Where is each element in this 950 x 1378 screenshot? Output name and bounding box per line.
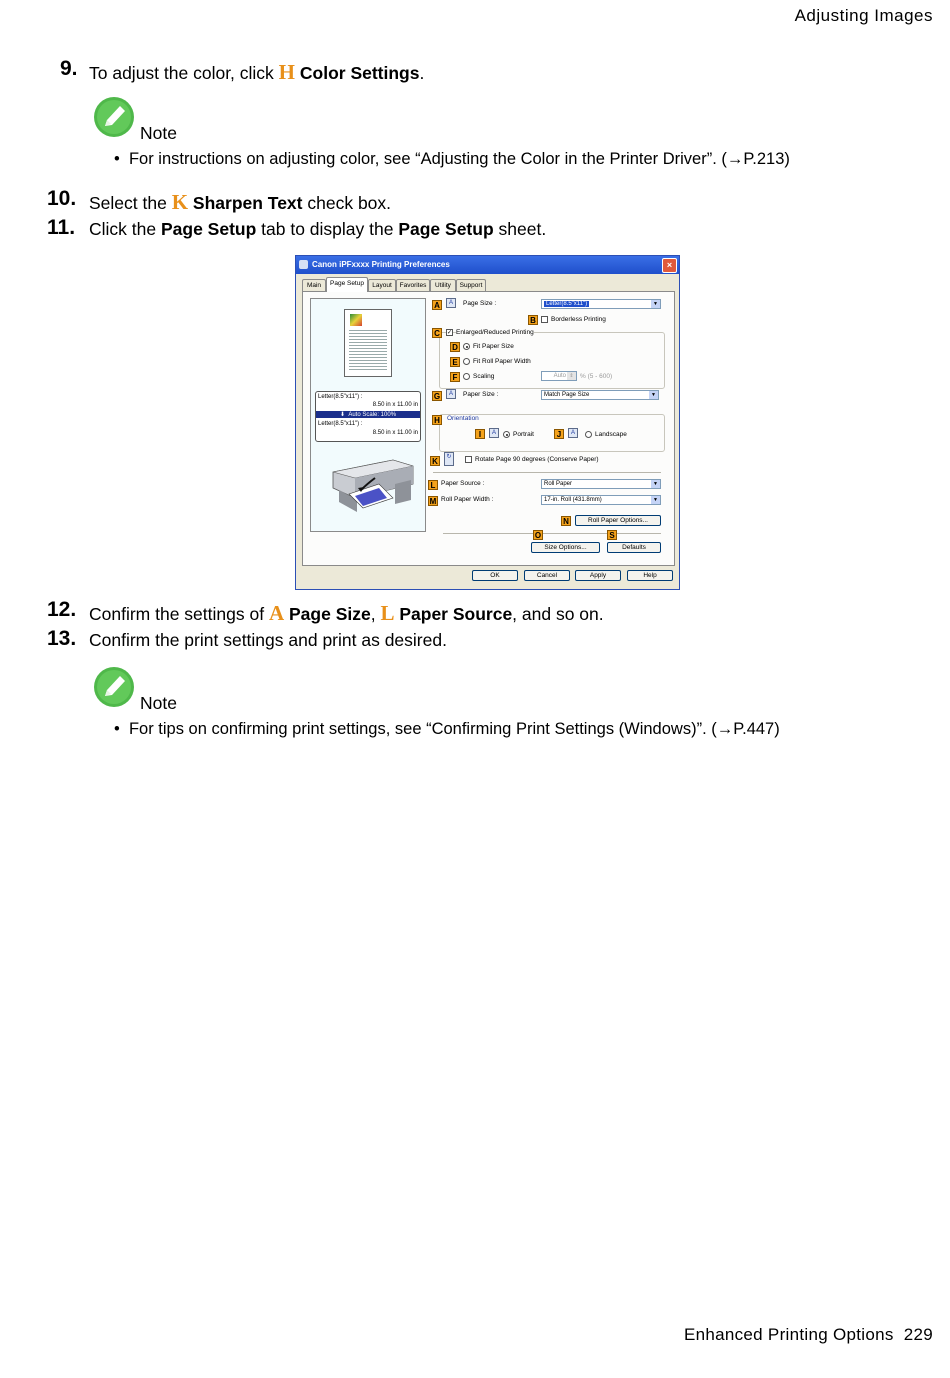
orientation-label: Orientation: [447, 415, 479, 422]
step-text: Click the Page Setup tab to display the Page Setup sheet.: [89, 219, 547, 239]
landscape-label: Landscape: [595, 431, 627, 438]
callout-d: D: [450, 342, 460, 352]
borderless-label: Borderless Printing: [551, 316, 606, 323]
chevron-down-icon: ▼: [651, 496, 660, 504]
preview-image: [350, 314, 362, 326]
callout-f: F: [450, 372, 460, 382]
note-pencil-icon: [93, 666, 135, 708]
ui-term: Sharpen Text: [192, 193, 303, 213]
divider: [443, 533, 661, 534]
chevron-down-icon: ▼: [649, 391, 658, 399]
running-header: Adjusting Images: [794, 6, 933, 25]
note-bullet-item: • For tips on confirming print settings, see “Confirming Print Settings (Windows)”. (→P.447): [114, 720, 780, 738]
callout-letter: H: [278, 60, 296, 84]
ui-term: Paper Source: [399, 604, 513, 624]
page-size-dropdown[interactable]: Letter(8.5"x11") ▼: [541, 299, 661, 309]
note-bullet-item: • For instructions on adjusting color, see “Adjusting the Color in the Printer Driver”. (→P.213): [114, 150, 790, 168]
step-text: Confirm the print settings and print as desired.: [89, 630, 447, 650]
preview-info-box: [315, 391, 421, 442]
callout-g: G: [433, 392, 441, 401]
step-text: Confirm the settings of A Page Size, L Paper Source, and so on.: [89, 601, 604, 625]
callout-k: K: [430, 456, 440, 466]
printer-illustration-icon: [323, 454, 417, 514]
dialog-title: Canon iPFxxxx Printing Preferences: [312, 260, 450, 269]
rotate-page-icon: ↻: [444, 452, 454, 466]
close-button[interactable]: ×: [662, 258, 677, 273]
scaling-radio[interactable]: [463, 373, 470, 380]
printing-preferences-dialog: [295, 255, 680, 590]
spinner-icon: ⇕: [567, 372, 576, 380]
callout-letter: A: [268, 601, 285, 625]
step-number: 10.: [47, 187, 77, 210]
rotate-checkbox[interactable]: [465, 456, 472, 463]
fit-paper-label: Fit Paper Size: [473, 343, 514, 350]
callout-e: E: [450, 357, 460, 367]
paper-size-label: Paper Size :: [463, 391, 499, 398]
chevron-down-icon: ▼: [651, 480, 660, 488]
tab-utility[interactable]: Utility: [430, 279, 456, 291]
portrait-label: Portrait: [513, 431, 534, 438]
preview-info-scale: ⬇ Auto Scale: 100%: [316, 411, 420, 418]
page-size-icon: A: [446, 298, 456, 308]
page-number: 229: [903, 1325, 933, 1344]
preview-area: [310, 298, 426, 532]
step-number: 11.: [47, 216, 76, 239]
page-size-label: Page Size :: [463, 300, 497, 307]
running-footer: [684, 1325, 933, 1345]
preview-info-line: Letter(8.5"x11") :: [318, 421, 363, 427]
callout-c: C: [432, 328, 442, 338]
fit-paper-radio[interactable]: [463, 343, 470, 350]
scaling-label: Scaling: [473, 373, 495, 380]
divider: [433, 472, 661, 473]
enlarged-label: Enlarged/Reduced Printing: [456, 329, 534, 336]
step-number: 12.: [47, 598, 77, 621]
callout-o: O: [534, 531, 542, 540]
defaults-button[interactable]: Defaults: [607, 542, 661, 553]
callout-s: S: [607, 530, 617, 540]
callout-n: N: [561, 516, 571, 526]
note-label: Note: [140, 123, 177, 143]
preview-text-lines: [349, 330, 387, 372]
step-number: 9.: [60, 57, 78, 80]
scaling-input[interactable]: Auto ⇕: [541, 371, 577, 381]
tab-main[interactable]: Main: [302, 279, 326, 291]
ui-term: Page Size: [289, 604, 371, 624]
paper-size-dropdown[interactable]: Match Page Size ▼: [541, 390, 659, 400]
ui-term: Color Settings: [299, 63, 420, 83]
chevron-down-icon: ▼: [651, 300, 660, 308]
enlarged-checkbox[interactable]: ✓: [447, 330, 453, 336]
note-label: Note: [140, 693, 177, 713]
size-options-button[interactable]: Size Options...: [531, 542, 600, 553]
dialog-titlebar: [296, 256, 679, 274]
callout-b: B: [528, 315, 538, 325]
fit-roll-radio[interactable]: [463, 358, 470, 365]
note-pencil-icon: [93, 96, 135, 138]
callout-h: H: [432, 415, 442, 425]
roll-width-dropdown[interactable]: 17-in. Roll (431.8mm) ▼: [541, 495, 661, 505]
landscape-radio[interactable]: [585, 431, 592, 438]
scaling-range: % (5 - 600): [580, 373, 613, 380]
callout-j: J: [554, 429, 564, 439]
ui-term: Page Setup: [398, 219, 494, 239]
paper-source-label: Paper Source :: [441, 480, 485, 487]
portrait-radio[interactable]: [503, 431, 510, 438]
step-text: To adjust the color, click H Color Settings.: [89, 60, 425, 84]
paper-source-dropdown[interactable]: Roll Paper ▼: [541, 479, 661, 489]
portrait-icon: A: [489, 428, 499, 438]
roll-width-label: Roll Paper Width :: [441, 496, 494, 503]
preview-info-line: 8.50 in x 11.00 in: [372, 402, 418, 408]
callout-letter: L: [380, 601, 395, 625]
fit-roll-label: Fit Roll Paper Width: [473, 358, 531, 365]
tab-layout[interactable]: Layout: [368, 279, 396, 291]
note-box: [93, 666, 135, 713]
step-number: 13.: [47, 627, 77, 650]
paper-size-icon: A: [446, 389, 456, 399]
page-setup-panel: [302, 291, 675, 566]
ui-term: Page Setup: [160, 219, 257, 239]
callout-l: L: [428, 480, 438, 490]
printer-icon: [299, 260, 308, 269]
callout-a: A: [432, 300, 442, 310]
callout-m: M: [429, 497, 437, 506]
preview-info-line: 8.50 in x 11.00 in: [372, 430, 418, 436]
apply-button[interactable]: Apply: [575, 570, 621, 581]
note-box: [93, 96, 135, 143]
step-text: Select the K Sharpen Text check box.: [89, 190, 392, 214]
borderless-checkbox[interactable]: [541, 316, 548, 323]
help-button[interactable]: Help: [627, 570, 673, 581]
roll-paper-options-button[interactable]: Roll Paper Options...: [575, 515, 661, 526]
tab-support[interactable]: Support: [456, 279, 486, 291]
callout-letter: K: [171, 190, 189, 214]
tab-favorites[interactable]: Favorites: [396, 279, 430, 291]
landscape-icon: A: [568, 428, 578, 438]
cancel-button[interactable]: Cancel: [524, 570, 570, 581]
tab-page-setup[interactable]: Page Setup: [326, 277, 368, 292]
ok-button[interactable]: OK: [472, 570, 518, 581]
preview-info-line: Letter(8.5"x11") :: [318, 394, 363, 400]
page-preview: [344, 309, 392, 377]
callout-i: I: [475, 429, 485, 439]
rotate-label: Rotate Page 90 degrees (Conserve Paper): [475, 456, 599, 463]
chapter-title: Enhanced Printing Options: [683, 1325, 894, 1344]
